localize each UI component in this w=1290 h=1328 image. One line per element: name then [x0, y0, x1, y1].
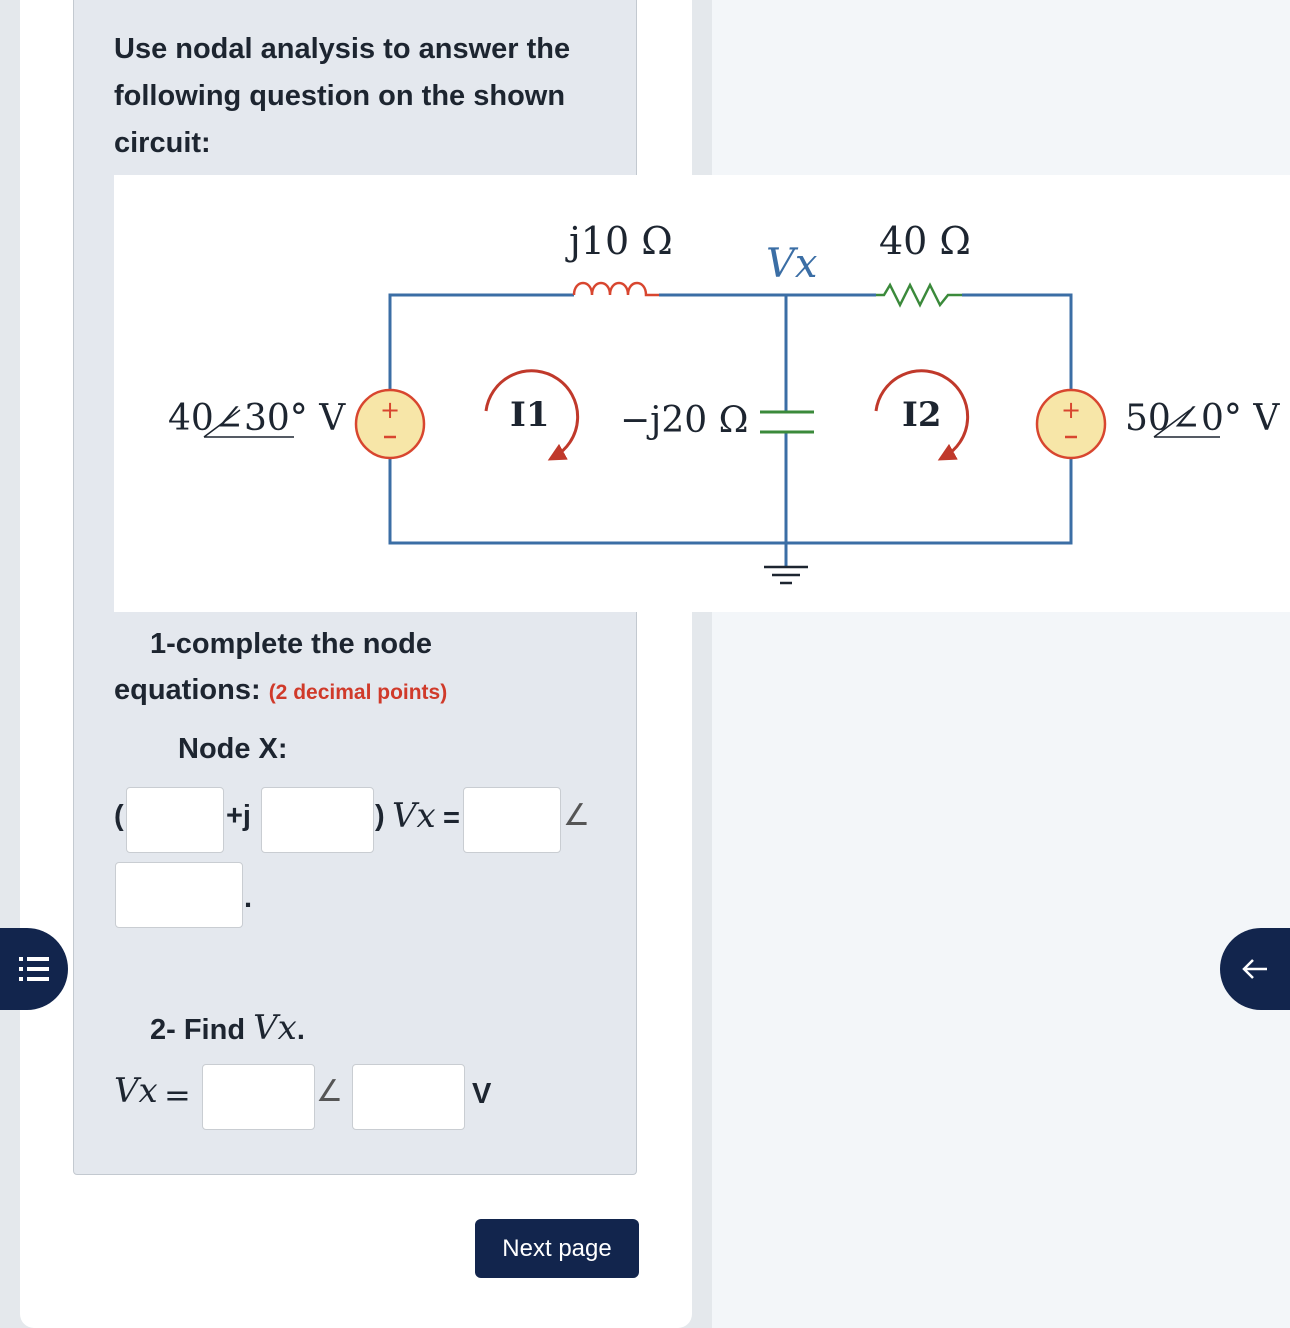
part2-equals: =	[164, 1076, 191, 1114]
part2-heading-end: .	[296, 1014, 305, 1046]
left-source-icon	[356, 390, 424, 458]
resistor-symbol	[876, 285, 962, 305]
circuit-figure	[114, 175, 1290, 612]
vx-angle-input[interactable]	[352, 1064, 465, 1130]
right-source-label: 50∠0° V	[1125, 398, 1280, 439]
part2-heading-text: 2- Find	[150, 1014, 246, 1046]
node-eq-angle-input[interactable]	[115, 862, 243, 928]
capacitor-symbol	[760, 412, 814, 432]
inductor-label: j10 Ω	[569, 219, 673, 263]
angle-icon: ∠	[563, 798, 590, 833]
node-vx-label: Vx	[766, 241, 818, 287]
part1-heading-line1: 1-complete the node	[150, 628, 432, 660]
period: .	[244, 882, 253, 914]
left-source-label: 40∠30° V	[168, 398, 346, 439]
close-paren: )	[375, 800, 385, 832]
question-text: Use nodal analysis to answer the following question on the shown circuit:	[114, 33, 571, 159]
vx-angle-icon: ∠	[316, 1074, 343, 1109]
mesh2-label: I2	[902, 395, 942, 435]
equals-sign: =	[443, 802, 460, 834]
next-page-button[interactable]: Next page	[475, 1219, 639, 1278]
right-source-icon	[1037, 390, 1105, 458]
decimal-note: (2 decimal points)	[268, 681, 448, 704]
open-paren: (	[114, 800, 124, 832]
svg-text:+: +	[379, 396, 401, 424]
node-x-label: Node X:	[178, 733, 288, 765]
node-eq-magnitude-input[interactable]	[463, 787, 561, 853]
node-eq-imag-input[interactable]	[261, 787, 374, 853]
arrow-left-icon	[1241, 957, 1269, 981]
vx-magnitude-input[interactable]	[202, 1064, 315, 1130]
svg-text:+: +	[1060, 396, 1082, 424]
capacitor-label: −j20 Ω	[620, 400, 749, 441]
part2-heading	[150, 1008, 305, 1048]
part2-heading-var: Vx	[253, 1008, 297, 1048]
part1-heading-line2	[114, 674, 447, 707]
list-icon	[19, 956, 49, 982]
vx-variable: Vx	[392, 796, 436, 836]
part1-heading-text: equations:	[114, 674, 261, 706]
node-eq-real-input[interactable]	[126, 787, 224, 853]
circuit-diagram	[114, 175, 1290, 612]
mesh1-label: I1	[510, 395, 550, 435]
vx-lhs: Vx	[114, 1071, 158, 1111]
resistor-label: 40 Ω	[879, 219, 971, 263]
volt-unit: V	[472, 1078, 492, 1110]
ground-icon	[764, 567, 808, 583]
inductor-symbol	[574, 283, 659, 295]
plus-j-label: +j	[226, 800, 251, 832]
